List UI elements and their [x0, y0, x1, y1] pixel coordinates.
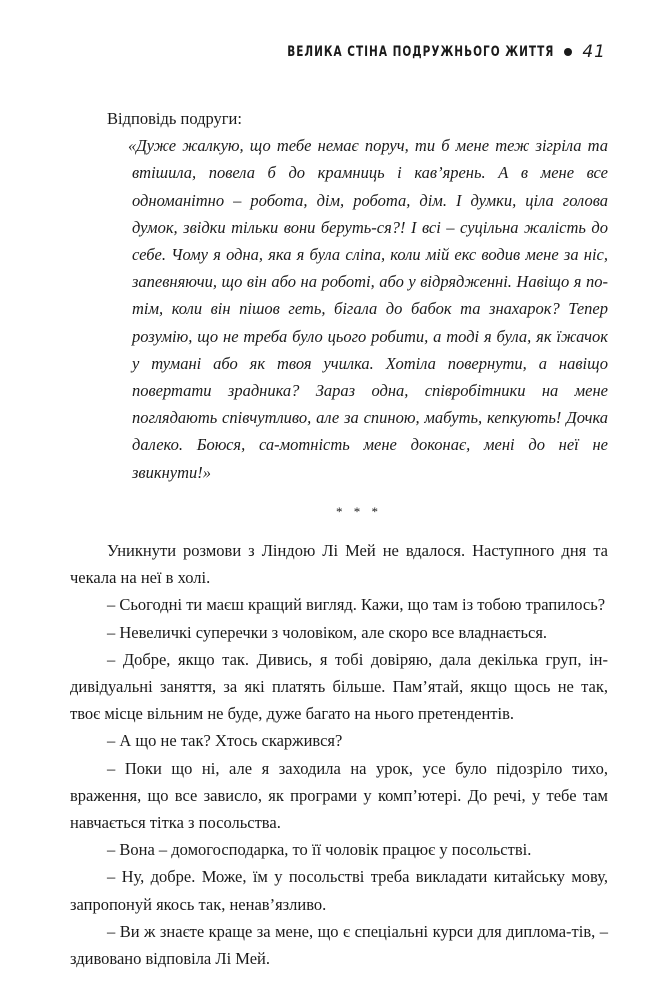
- page-body: [70, 105, 608, 972]
- paragraph-3: – Невеличкі суперечки з чоловіком, але скоро все владнається.: [107, 622, 548, 642]
- section-separator: * * *: [336, 503, 382, 519]
- letter-intro: Відповідь подруги:: [107, 109, 242, 128]
- paragraph-2: – Сьогодні ти маєш кращий вигляд. Кажи, що там із тобою трапилось?: [107, 595, 606, 615]
- running-header-title: ВЕЛИКА СТІНА ПОДРУЖНЬОГО ЖИТТЯ: [287, 43, 555, 61]
- bullet-dot: [564, 48, 572, 56]
- paragraph-4: – Добре, якщо так. Дивись, я тобі довіряю, дала декілька груп, ін-дивідуальні заняття, за які платять більше. Пам’ятай, якщо щось не так, твоє місце вільним не буде, дуже багато на нього претендентів.: [70, 649, 608, 724]
- paragraph-1: Уникнути розмови з Ліндою Лі Мей не вдалося. Наступного дня та чекала на неї в холі.: [70, 541, 608, 588]
- paragraph-8: – Ну, добре. Може, їм у посольстві треба викладати китайську мову, запропонуй якось так, ненав’язливо.: [70, 867, 608, 914]
- paragraph-7: – Вона – домогосподарка, то її чоловік працює у посольстві.: [107, 840, 532, 860]
- paragraph-5: – А що не так? Хтось скаржився?: [107, 731, 343, 751]
- running-header: [287, 42, 606, 62]
- paragraph-9: – Ви ж знаєте краще за мене, що є спеціальні курси для диплома-тів, – здивовано відповіла Лі Мей.: [70, 921, 608, 969]
- page-number: 41: [582, 42, 606, 62]
- friend-letter-quote: «Дуже жалкую, що тебе немає поруч, ти б мене теж зігріла та втішила, повела б до крамниць і кав’ярень. А в мене все одноманітно – робота, дім, робота, дім. І думки, ціла голова думок, звідки тільки вони беруть-ся?! І всі – суцільна жалість до себе. Чому я одна, яка я була сліпа, коли мій екс водив мене за ніс, запевняючи, що він або на роботі, або у відрядженні. Навіщо я по-тім, коли він пішов геть, бігала до бабок та знахарок? Тепер розумію, що не треба було цього робити, а тоді я була, як їжачок у тумані або як твоя училка. Хотіла повернути, а навіщо повертати зрадника? Зараз одна, співробітники на мене поглядають співчутливо, але за спиною, мабуть, кепкують! Дочка далеко. Боюся, са-мотність мене доконає, мені до неї не звикнути!»: [128, 136, 608, 482]
- paragraph-6: – Поки що ні, але я заходила на урок, усе було підозріло тихо, враження, що все зависло, як програми у комп’ютері. До речі, у тебе там навчається тітка з посольства.: [70, 758, 608, 833]
